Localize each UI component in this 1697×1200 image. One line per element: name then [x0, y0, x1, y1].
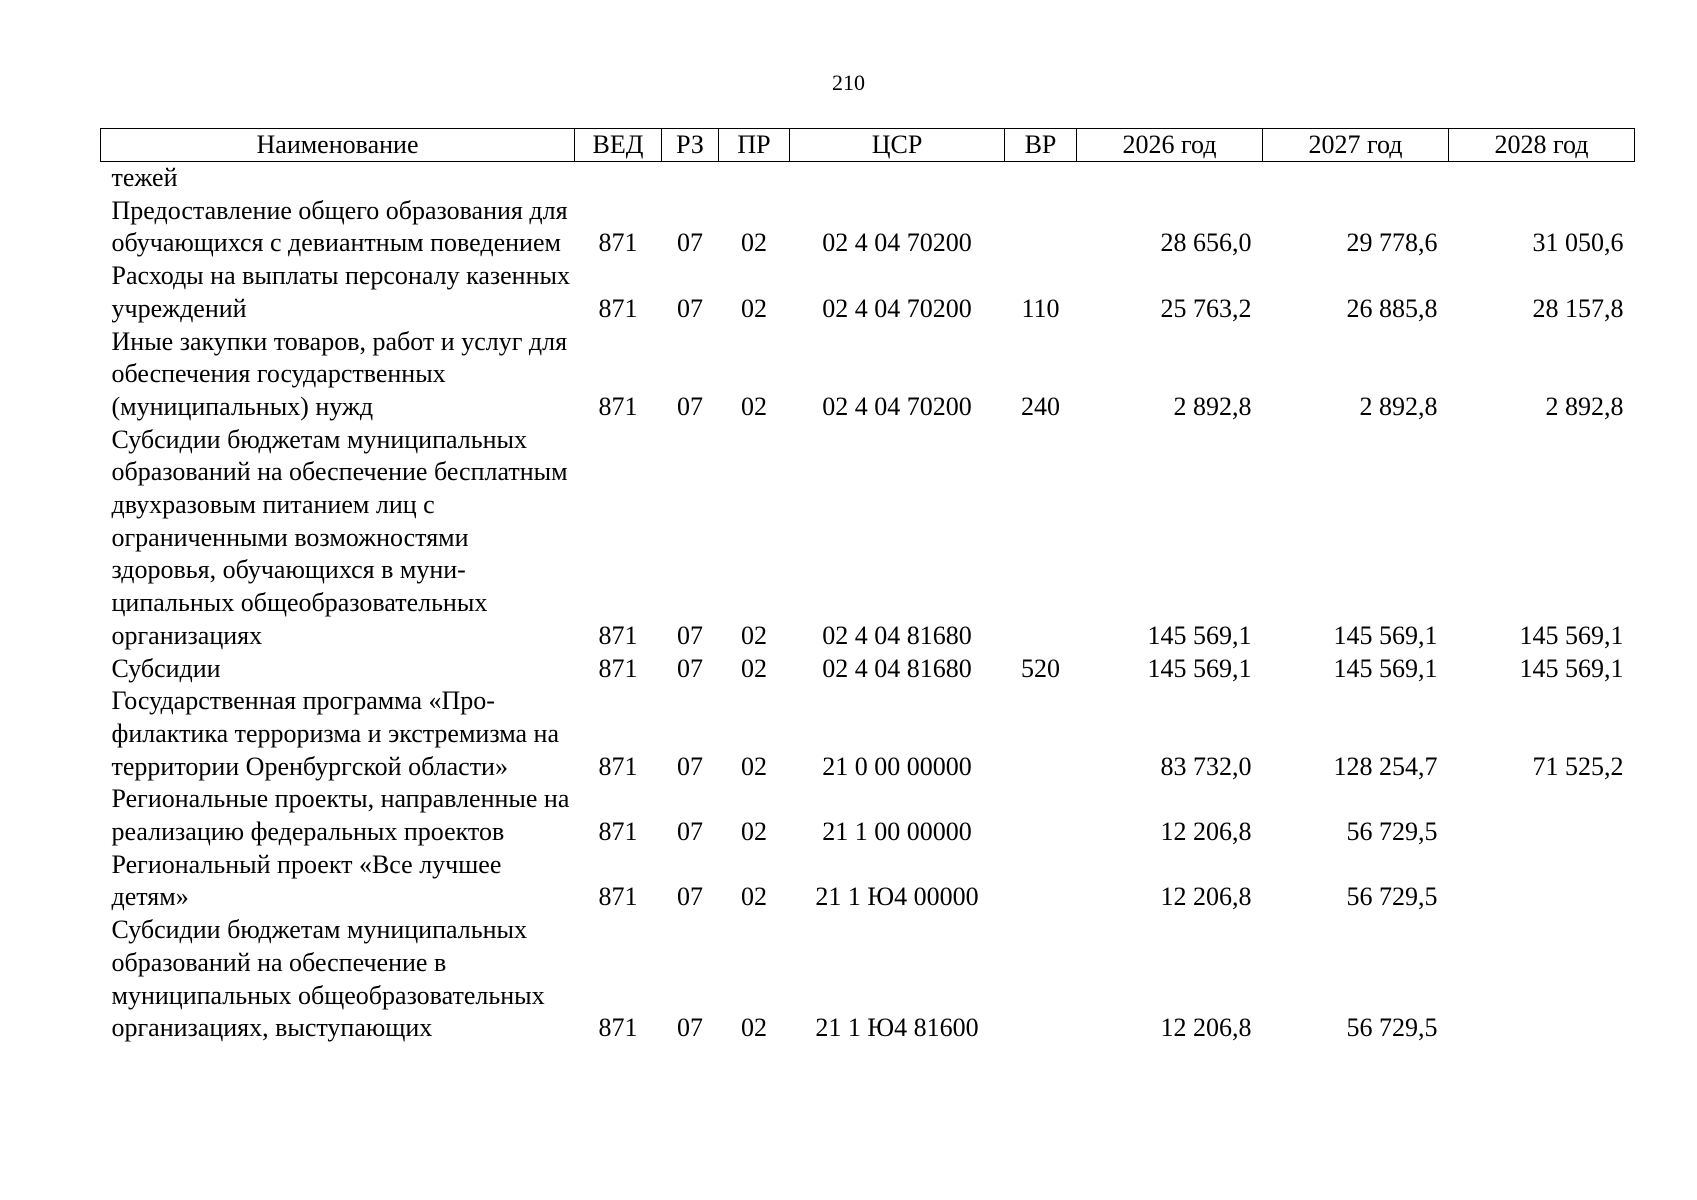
row-pr: 02: [741, 751, 767, 781]
row-2026: 12 206,8: [1160, 882, 1252, 912]
header-csr: ЦСР: [790, 129, 1005, 162]
row-2026: [1077, 162, 1263, 195]
row-name: Субсидии бюджетам муниципальных образований на обеспечение в муниципальных общеобразовательных организациях, выступающих: [111, 915, 545, 1043]
row-name: Государственная программа «Профилактика терроризма и экстремизма на территории Оренбургской области»: [111, 686, 560, 781]
row-rz: 07: [677, 620, 703, 650]
row-csr: [790, 162, 1005, 195]
row-vr: [1005, 424, 1077, 653]
table-row: [101, 424, 1635, 653]
row-csr: 02 4 04 81680: [822, 620, 972, 650]
row-2026: 2 892,8: [1173, 391, 1252, 421]
row-2027: 56 729,5: [1346, 882, 1438, 912]
row-2026: 25 763,2: [1160, 293, 1252, 323]
header-2027: 2027 год: [1263, 129, 1449, 162]
row-ved: 871: [598, 882, 638, 912]
row-2028: [1449, 914, 1635, 1045]
row-2027: 145 569,1: [1333, 620, 1438, 650]
header-pr: ПР: [719, 129, 790, 162]
row-2028: 71 525,2: [1532, 751, 1624, 781]
row-2026: 28 656,0: [1160, 228, 1252, 258]
row-pr: 02: [741, 653, 767, 683]
row-csr: 02 4 04 70200: [822, 228, 972, 258]
row-vr: [1005, 849, 1077, 914]
row-2027: 56 729,5: [1346, 817, 1438, 847]
row-2026: 12 206,8: [1160, 1013, 1252, 1043]
row-csr: 02 4 04 70200: [822, 293, 972, 323]
row-csr: 21 1 Ю4 81600: [815, 1013, 979, 1043]
table-row: [101, 162, 1635, 195]
budget-table: [100, 128, 1635, 1045]
row-2027: [1263, 162, 1449, 195]
row-vr: 110: [1021, 293, 1060, 323]
row-csr: 21 0 00 00000: [822, 751, 972, 781]
table-row: [101, 195, 1635, 260]
row-pr: 02: [741, 882, 767, 912]
row-vr: [1005, 685, 1077, 783]
row-pr: 02: [741, 228, 767, 258]
row-2028: 2 892,8: [1545, 391, 1624, 421]
row-rz: 07: [677, 817, 703, 847]
table-row: [101, 260, 1635, 325]
row-ved: 871: [598, 653, 638, 683]
row-2026: 145 569,1: [1147, 653, 1252, 683]
page-number: 210: [832, 70, 865, 95]
row-ved: 871: [598, 817, 638, 847]
row-pr: 02: [741, 1013, 767, 1043]
row-name: Иные закупки товаров, работ и услуг для обеспечения государственных (муниципальных) нужд: [111, 326, 568, 421]
row-name: Субсидии: [111, 653, 221, 683]
row-pr: 02: [741, 391, 767, 421]
row-vr: 520: [1021, 653, 1060, 683]
row-vr: [1005, 914, 1077, 1045]
row-2028: 31 050,6: [1532, 228, 1624, 258]
row-2028: 145 569,1: [1519, 620, 1624, 650]
row-csr: 02 4 04 70200: [822, 391, 972, 421]
row-2028: 145 569,1: [1519, 653, 1624, 683]
row-2027: 2 892,8: [1359, 391, 1438, 421]
table-row: [101, 849, 1635, 914]
header-name: Наименование: [101, 129, 575, 162]
row-2027: 26 885,8: [1346, 293, 1438, 323]
table-row: [101, 326, 1635, 424]
row-rz: 07: [677, 653, 703, 683]
table-header: [101, 129, 1635, 162]
row-rz: [662, 162, 719, 195]
row-2028: 28 157,8: [1532, 293, 1624, 323]
row-2026: 145 569,1: [1147, 620, 1252, 650]
row-name: Предоставление общего образования для обучающихся с девиантным поведением: [111, 195, 568, 258]
row-2027: 29 778,6: [1346, 228, 1438, 258]
header-ved: ВЕД: [575, 129, 662, 162]
row-ved: 871: [598, 293, 638, 323]
row-vr: [1005, 195, 1077, 260]
header-2026: 2026 год: [1077, 129, 1263, 162]
row-ved: [575, 162, 662, 195]
row-csr: 21 1 Ю4 00000: [815, 882, 979, 912]
row-ved: 871: [598, 751, 638, 781]
row-2026: 12 206,8: [1160, 817, 1252, 847]
header-vr: ВР: [1005, 129, 1077, 162]
row-vr: [1005, 783, 1077, 848]
row-rz: 07: [677, 751, 703, 781]
row-rz: 07: [677, 293, 703, 323]
table-row: [101, 914, 1635, 1045]
table-row: [101, 685, 1635, 783]
row-rz: 07: [677, 882, 703, 912]
row-rz: 07: [677, 228, 703, 258]
row-name: Региональные проекты, направленные на реализацию федеральных проектов: [111, 784, 570, 847]
row-ved: 871: [598, 228, 638, 258]
row-2027: 128 254,7: [1333, 751, 1438, 781]
table-header-row: [101, 129, 1635, 162]
row-2027: 56 729,5: [1346, 1013, 1438, 1043]
row-ved: 871: [598, 1013, 638, 1043]
row-ved: 871: [598, 391, 638, 421]
row-name: Субсидии бюджетам муниципальных образований на обеспечение бесплатным двухразовым питанием лиц с ограниченными возможностями здоровья, обучающихся в муниципальных общеобразовательных организациях: [111, 424, 568, 650]
row-2028: [1449, 162, 1635, 195]
row-csr: 02 4 04 81680: [822, 653, 972, 683]
row-pr: [719, 162, 790, 195]
row-2028: [1449, 849, 1635, 914]
row-pr: 02: [741, 620, 767, 650]
row-2028: [1449, 783, 1635, 848]
row-rz: 07: [677, 391, 703, 421]
table-row: [101, 653, 1635, 686]
row-vr: 240: [1021, 391, 1060, 421]
row-name: тежей: [111, 163, 178, 192]
row-csr: 21 1 00 00000: [822, 817, 972, 847]
row-name: Расходы на выплаты персоналу казенных учреждений: [111, 261, 570, 323]
row-2027: 145 569,1: [1333, 653, 1438, 683]
row-2026: 83 732,0: [1160, 751, 1252, 781]
row-vr: [1005, 162, 1077, 195]
row-name: Региональный проект «Все лучшее детям»: [111, 849, 502, 912]
table-row: [101, 783, 1635, 848]
table-body: [101, 162, 1635, 1045]
row-rz: 07: [677, 1013, 703, 1043]
header-2028: 2028 год: [1449, 129, 1635, 162]
header-rz: РЗ: [662, 129, 719, 162]
row-ved: 871: [598, 620, 638, 650]
row-pr: 02: [741, 293, 767, 323]
row-pr: 02: [741, 817, 767, 847]
